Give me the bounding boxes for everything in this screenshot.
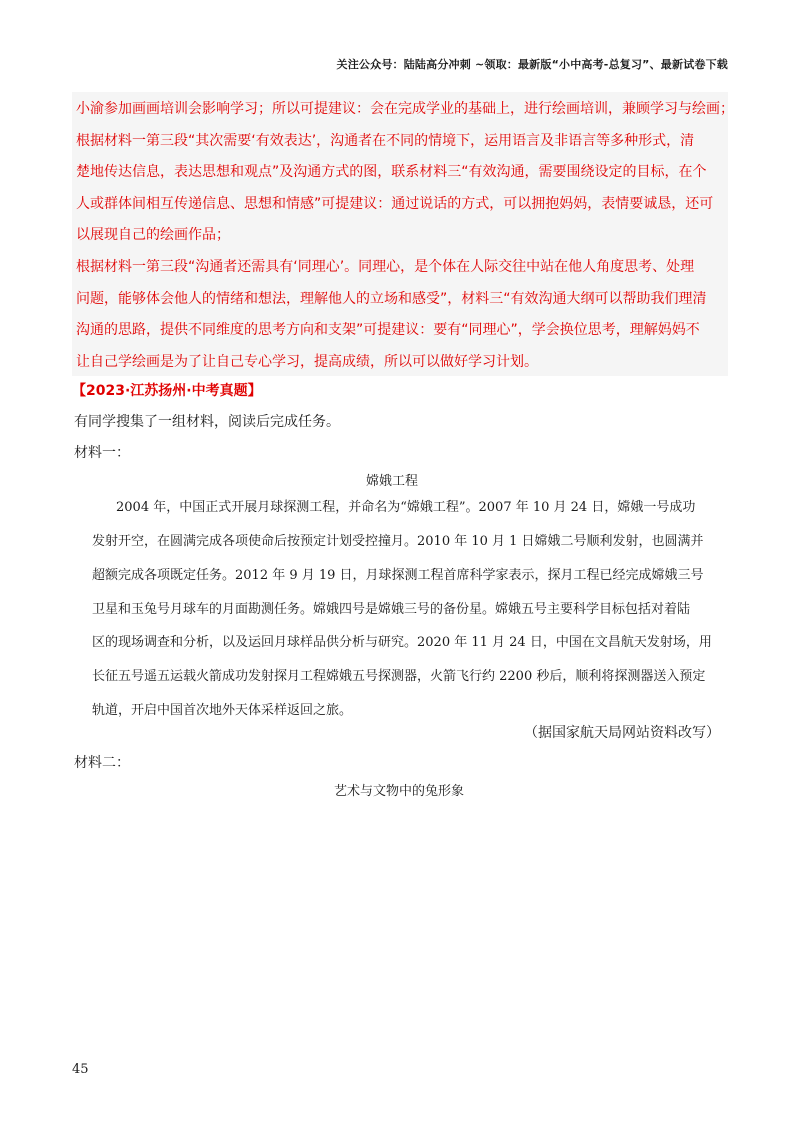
- material1-citation: （据国家航天局网站资料改写）: [524, 725, 720, 741]
- material1-line: 卫星和玉兔号月球车的月面勘测任务。嫦娥四号是嫦娥三号的备份星。嫦娥五号主要科学目标包括对着陆: [92, 602, 691, 617]
- answer-line: 让自己学绘画是为了让自己专心学习，提高成绩，所以可以做好学习计划。: [76, 354, 538, 370]
- page-number: 45: [72, 1062, 89, 1077]
- answer-line: 以展现自己的绘画作品；: [76, 227, 230, 243]
- material1-line: 2004 年，中国正式开展月球探测工程，并命名为“嫦娥工程”。2007 年 10 月 24 日，嫦娥一号成功: [116, 500, 696, 515]
- question-source: 【2023·江苏扬州·中考真题】: [72, 383, 262, 399]
- material1-line: 发射开空，在圆满完成各项使命后按预定计划受控撞月。2010 年 10 月 1 日嫦娥二号顺利发射，也圆满并: [92, 534, 704, 549]
- material1-line: 轨道，开启中国首次地外天体采样返回之旅。: [92, 703, 353, 718]
- material1-label: 材料一：: [74, 445, 130, 461]
- question-intro: 有同学搜集了一组材料，阅读后完成任务。: [74, 414, 340, 430]
- material1-line: 超额完成各项既定任务。2012 年 9 月 19 日，月球探测工程首席科学家表示，探月工程已经完成嫦娥三号: [92, 568, 704, 583]
- answer-line: 沟通的思路，提供不同维度的思考方向和支架”可提建议：要有“同理心”，学会换位思考，理解妈妈不: [76, 322, 700, 338]
- material1-title: 嫦娥工程: [366, 474, 419, 489]
- material1-line: 长征五号遥五运载火箭成功发射探月工程嫦娥五号探测器，火箭飞行约 2200 秒后，顺利将探测器送入预定: [92, 669, 706, 684]
- material2-title: 艺术与文物中的兔形象: [334, 784, 465, 799]
- material2-label: 材料二：: [74, 755, 130, 771]
- answer-line: 根据材料一第三段“沟通者还需具有‘同理心’。同理心，是个体在人际交往中站在他人角度思考、处理: [76, 259, 695, 275]
- answer-line: 根据材料一第三段“其次需要‘有效表达’，沟通者在不同的情境下，运用语言及非语言等多种形式，清: [76, 133, 695, 149]
- material1-line: 区的现场调查和分析，以及运回月球样品供分析与研究。2020 年 11 月 24 日，中国在文昌航天发射场，用: [92, 635, 712, 650]
- answer-line: 小渝参加画画培训会影响学习；所以可提建议：会在完成学业的基础上，进行绘画培训，兼顾学习与绘画；: [76, 101, 734, 117]
- answer-line: 楚地传达信息，表达思想和观点”及沟通方式的图，联系材料三“有效沟通，需要围绕设定的目标，在个: [76, 164, 707, 180]
- answer-line: 问题，能够体会他人的情绪和想法，理解他人的立场和感受”，材料三“有效沟通大纲可以帮助我们理清: [76, 291, 707, 307]
- answer-line: 人或群体间相互传递信息、思想和情感”可提建议：通过说话的方式，可以拥抱妈妈，表情要诚恳，还可: [76, 196, 714, 212]
- page-header: 关注公众号：陆陆高分冲刺 ~领取：最新版“小中高考-总复习”、最新试卷下载: [336, 58, 728, 71]
